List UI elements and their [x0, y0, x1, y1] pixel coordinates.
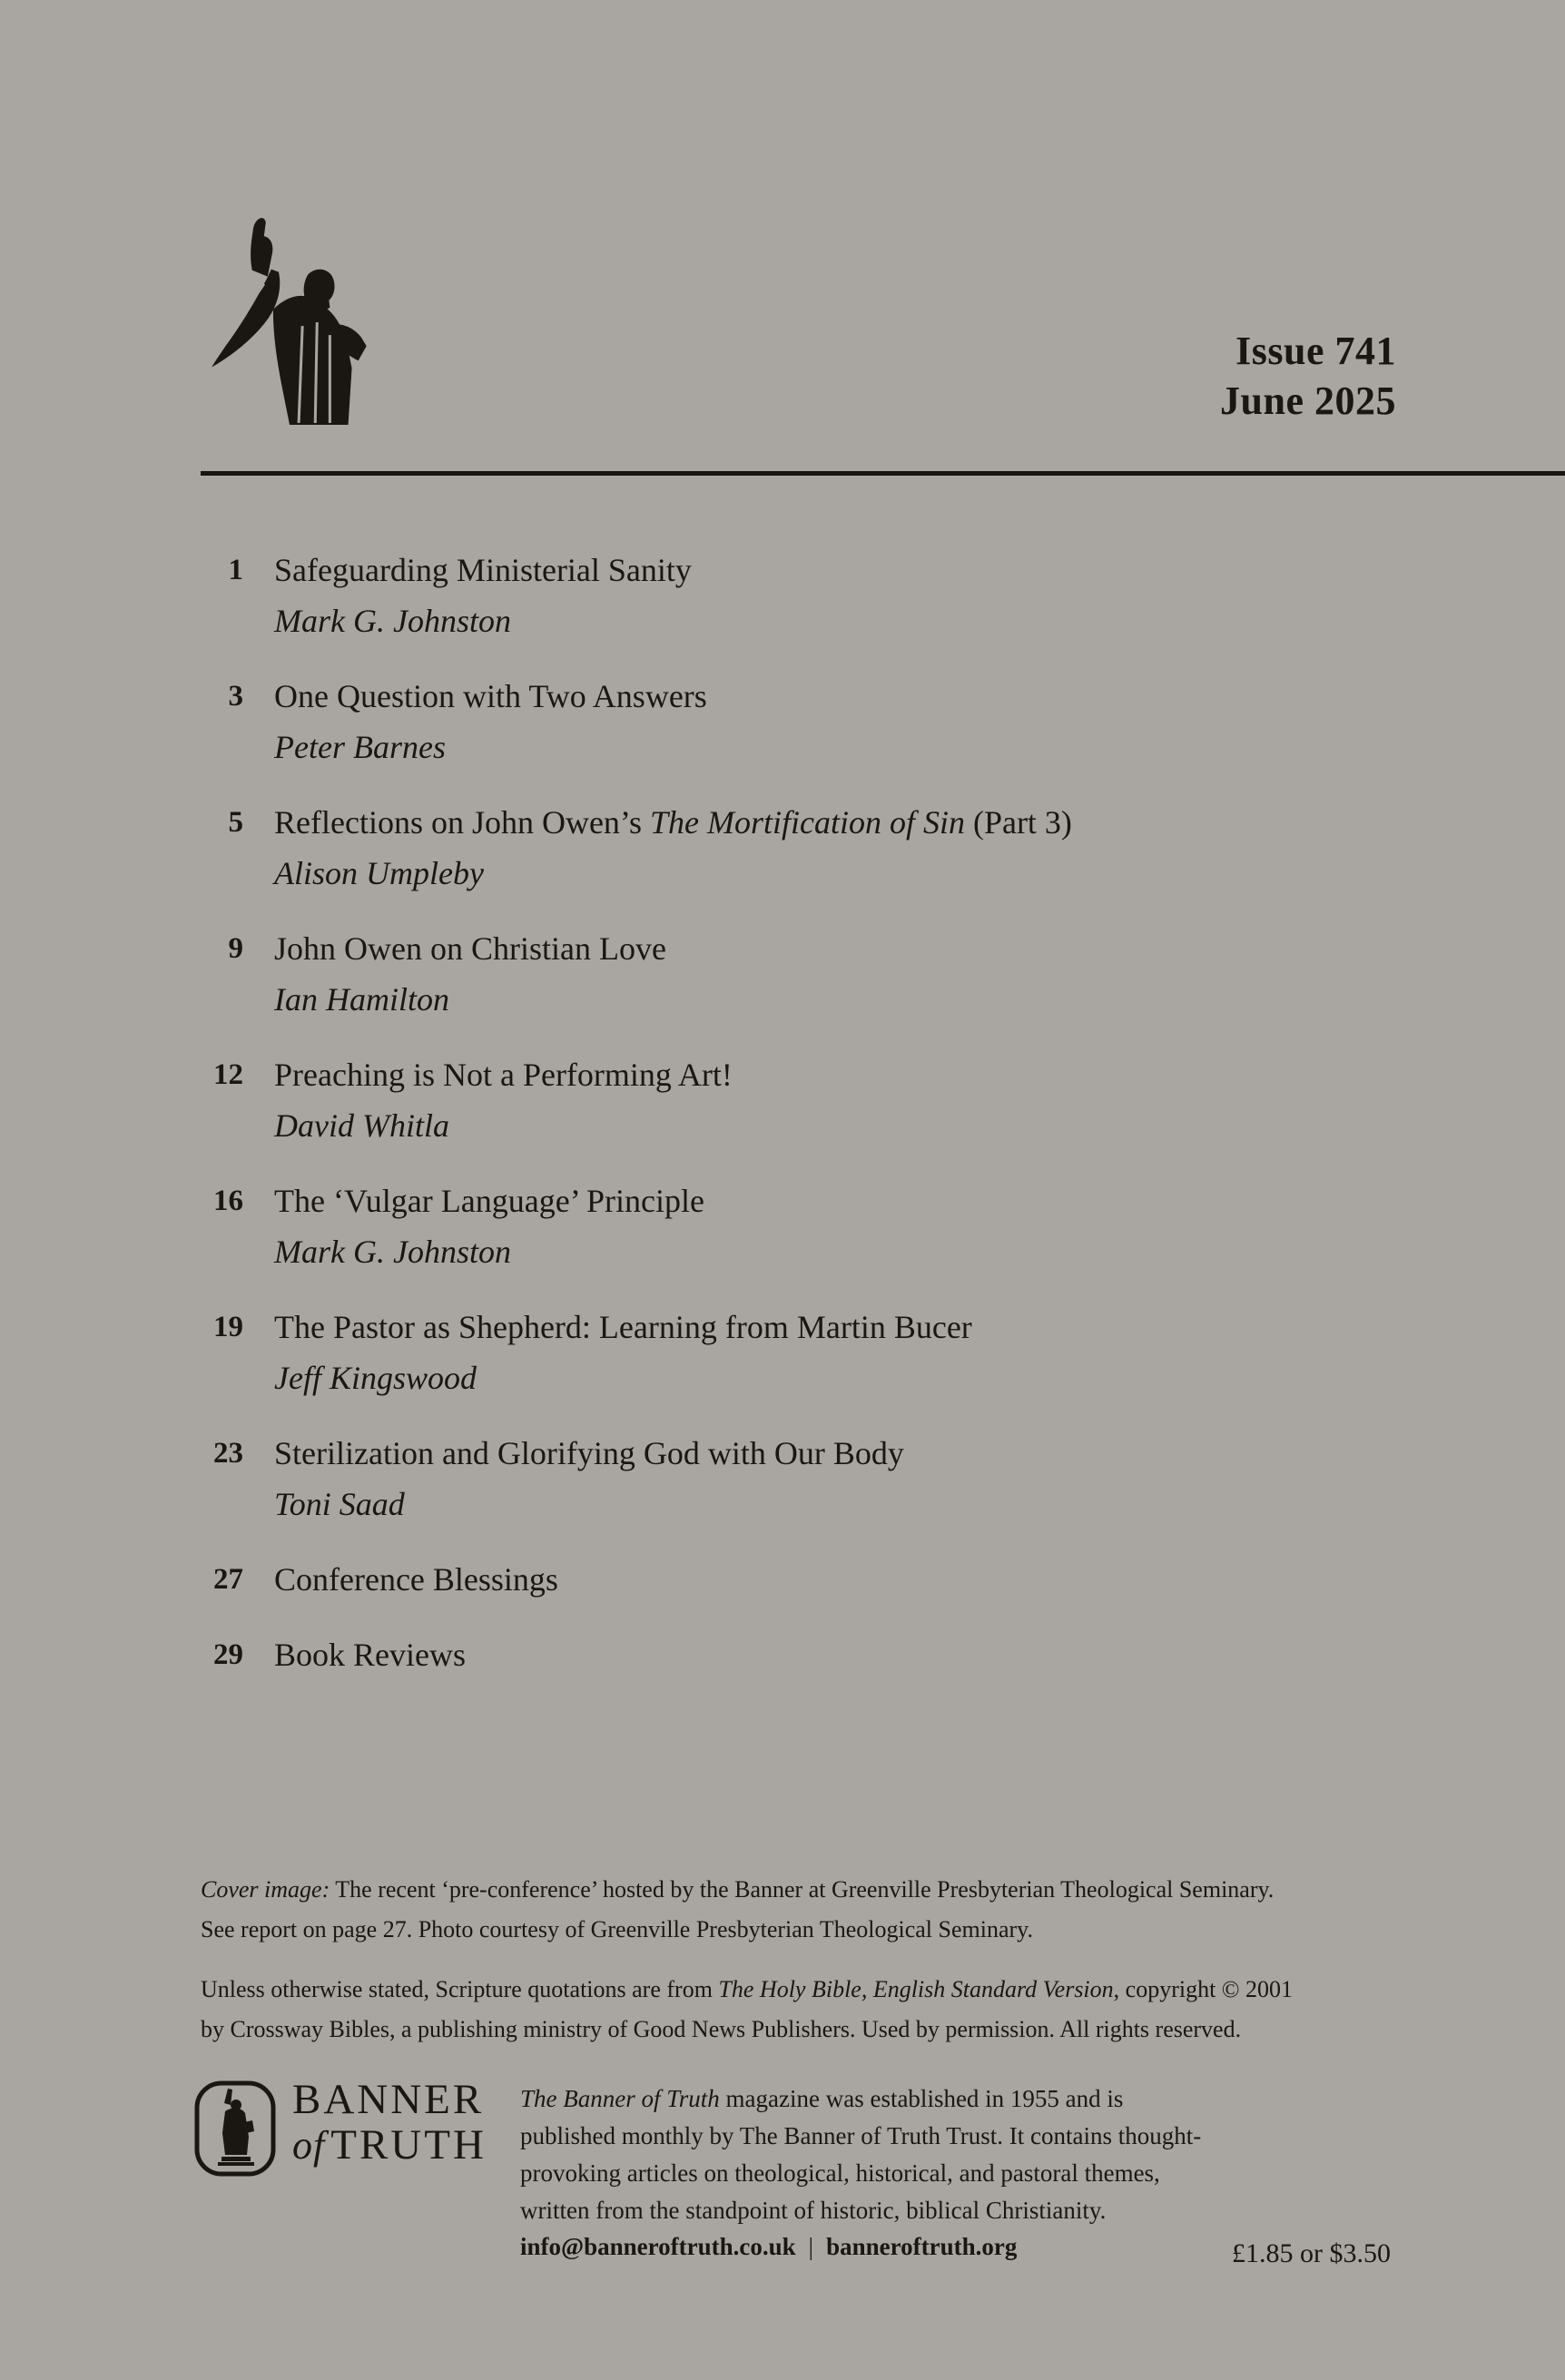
toc-title: Reflections on John Owen’s The Mortification of Sin (Part 3) [274, 804, 1072, 841]
issue-block [1220, 327, 1396, 426]
wordmark-line1: BANNER [292, 2076, 485, 2123]
toc-entry [163, 1428, 1434, 1529]
toc-page-number: 9 [228, 932, 243, 965]
toc-author: Peter Barnes [274, 729, 446, 765]
toc-title: John Owen on Christian Love [274, 930, 666, 967]
contact-line [520, 2233, 1017, 2261]
preacher-emblem-icon [211, 207, 367, 425]
toc-title: Book Reviews [274, 1637, 466, 1673]
toc-entry [163, 671, 1434, 772]
toc-title: Sterilization and Glorifying God with Our Body [274, 1435, 904, 1471]
toc-title: Safeguarding Ministerial Sanity [274, 552, 692, 588]
toc-page-number: 23 [213, 1437, 243, 1470]
toc-entry-body [274, 1302, 1434, 1403]
banner-of-truth-roundel-icon [194, 2080, 276, 2177]
toc-entry-body [274, 1175, 1434, 1277]
toc-entry [163, 1629, 1434, 1680]
toc-title: One Question with Two Answers [274, 678, 707, 714]
toc-author: Jeff Kingswood [274, 1360, 477, 1396]
scripture-copyright-note: Unless otherwise stated, Scripture quotations are from The Holy Bible, English Standard Version, copyright © 2001 by Crossway Bibles, a publishing ministry of Good News Publishers. Used by permission. All rights reserved. [201, 1976, 1294, 2042]
wordmark-line2 [292, 2122, 487, 2169]
toc-entry-body [274, 1629, 1434, 1680]
toc-page-number: 1 [228, 554, 243, 586]
header-divider [201, 471, 1565, 476]
toc-author: Toni Saad [274, 1486, 405, 1522]
toc-author: Mark G. Johnston [274, 1234, 511, 1270]
issue-date: June 2025 [1220, 378, 1396, 423]
toc-page-number: 12 [213, 1058, 243, 1091]
banner-of-truth-wordmark [292, 2077, 487, 2169]
contact-separator: | [808, 2233, 814, 2260]
contact-website: banneroftruth.org [826, 2233, 1018, 2260]
toc-page-number: 19 [213, 1311, 243, 1343]
toc-entry [163, 1049, 1434, 1151]
toc-author: Ian Hamilton [274, 981, 449, 1018]
cover-image-note: Cover image: The recent ‘pre-conference’ hosted by the Banner at Greenville Presbyterian Theological Seminary. See report on page 27. Photo courtesy of Greenville Presbyterian Theological Seminary. [201, 1876, 1275, 1942]
toc-entry-body [274, 671, 1434, 772]
toc-author: Mark G. Johnston [274, 603, 511, 639]
about-magazine-text: The Banner of Truth magazine was established in 1955 and is published monthly by The Banner of Truth Trust. It contains thought- provoking articles on theological, historical, and pastoral themes, written from the standpoint of historic, biblical Christianity. [520, 2085, 1202, 2224]
toc-title: Preaching is Not a Performing Art! [274, 1057, 733, 1093]
toc-entry [163, 923, 1434, 1025]
issue-number: Issue 741 [1235, 329, 1396, 373]
toc-entry [163, 797, 1434, 899]
toc-entry [163, 1302, 1434, 1403]
toc-entry-body [274, 1428, 1434, 1529]
toc-entry [163, 1175, 1434, 1277]
wordmark-of: of [292, 2123, 326, 2168]
wordmark-truth: TRUTH [330, 2121, 487, 2169]
toc-author: Alison Umpleby [274, 855, 484, 891]
toc-title: The ‘Vulgar Language’ Principle [274, 1183, 704, 1219]
toc-list [163, 545, 1434, 1705]
toc-entry-body [274, 1554, 1434, 1605]
toc-page-number: 3 [228, 680, 243, 713]
toc-title: Conference Blessings [274, 1561, 558, 1598]
toc-entry [163, 545, 1434, 646]
toc-author: David Whitla [274, 1107, 449, 1144]
toc-title: The Pastor as Shepherd: Learning from Martin Bucer [274, 1309, 972, 1345]
contact-email: info@banneroftruth.co.uk [520, 2233, 796, 2260]
toc-entry [163, 1554, 1434, 1605]
price-label: £1.85 or $3.50 [1232, 2238, 1391, 2268]
toc-entry-body [274, 545, 1434, 646]
toc-entry-body [274, 923, 1434, 1025]
toc-page-number: 5 [228, 806, 243, 839]
toc-entry-body [274, 797, 1434, 899]
toc-entry-body [274, 1049, 1434, 1151]
toc-page-number: 27 [213, 1563, 243, 1596]
toc-page-number: 29 [213, 1638, 243, 1671]
toc-page-number: 16 [213, 1185, 243, 1217]
